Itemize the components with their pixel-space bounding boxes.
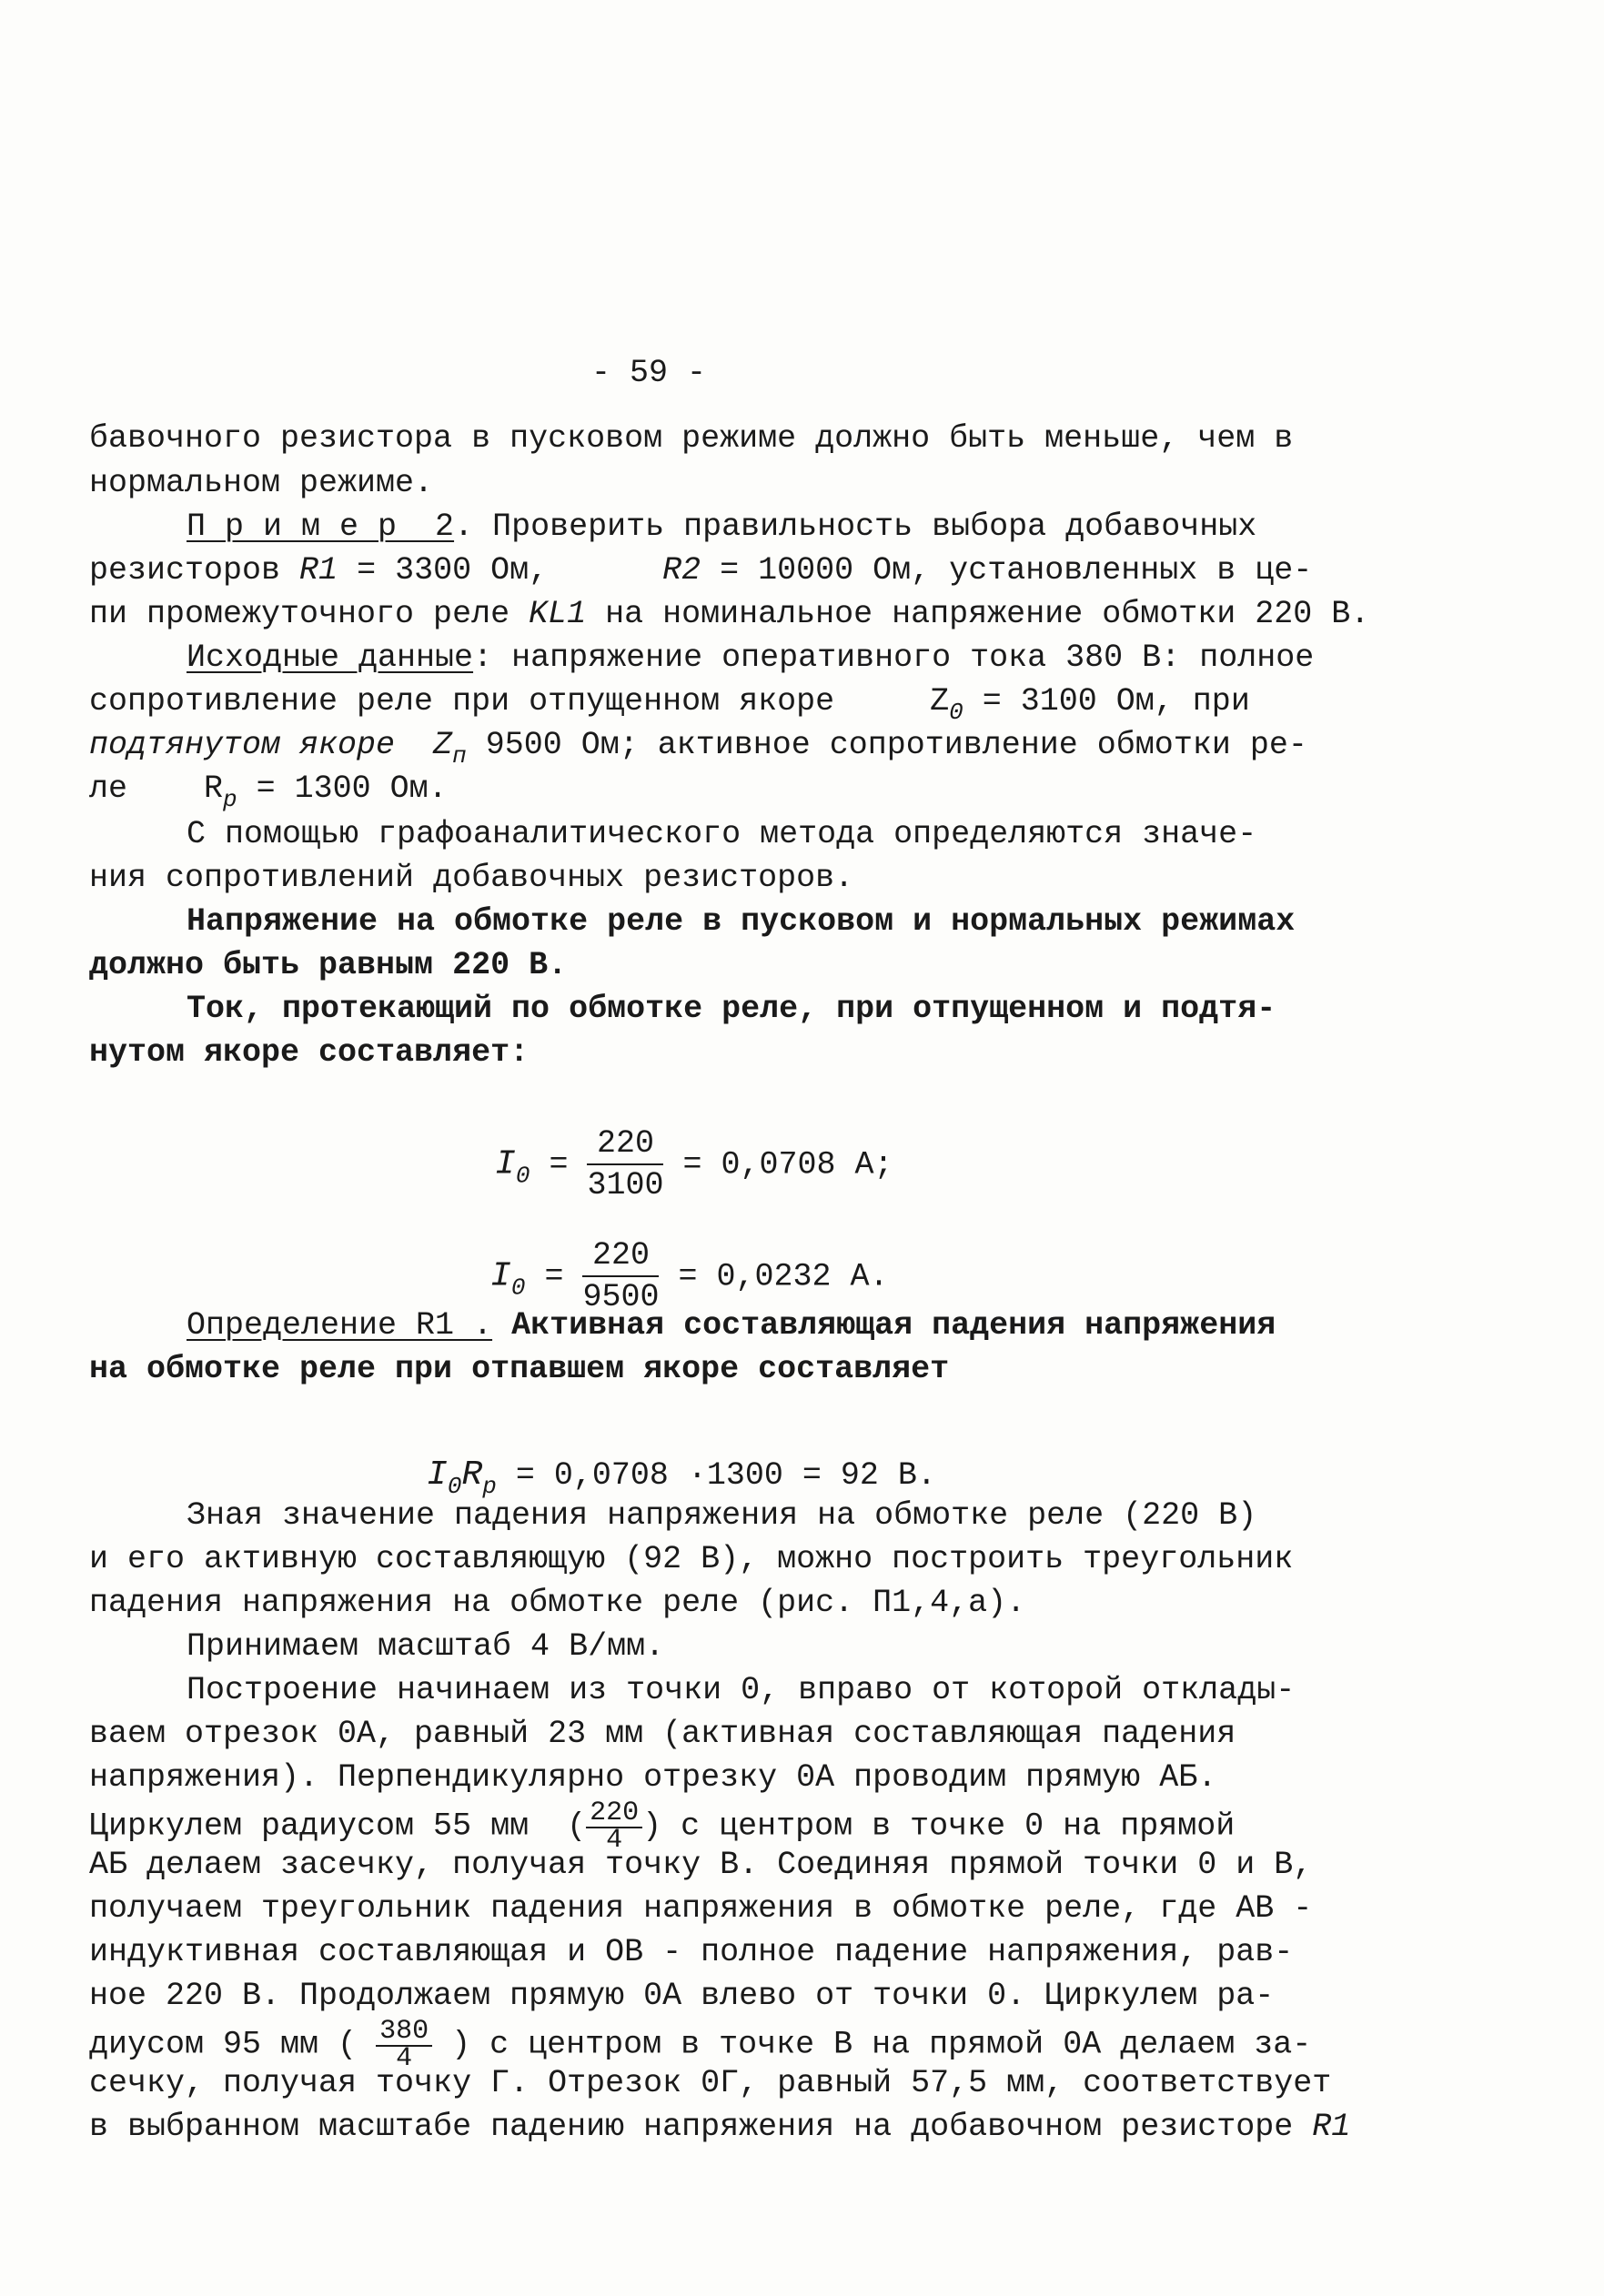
example-line bbox=[89, 592, 1581, 636]
denominator: 9500 bbox=[582, 1279, 660, 1315]
numerator: 220 bbox=[586, 1799, 642, 1828]
subscript: р bbox=[223, 786, 237, 813]
text-line: Ток, протекающий по обмотке реле, при отпущенном и подтя- bbox=[187, 991, 1276, 1027]
text-line: получаем треугольник падения напряжения в обмотке реле, где АВ - bbox=[89, 1890, 1313, 1927]
numerator: 220 bbox=[587, 1123, 663, 1165]
text-span: диусом 95 мм ( bbox=[89, 2026, 377, 2063]
given-line bbox=[187, 636, 1604, 680]
numerator: 220 bbox=[582, 1235, 659, 1277]
example-line bbox=[89, 549, 1581, 592]
text-line bbox=[89, 2105, 1581, 2149]
symbol-i: I bbox=[490, 1256, 511, 1296]
text-line: С помощью графоаналитического метода определяются значе- bbox=[187, 816, 1257, 852]
text-line: Зная значение падения напряжения на обмотке реле (220 В) bbox=[187, 1497, 1257, 1534]
subscript: 0 bbox=[510, 1274, 526, 1302]
text-line: нутом якоре составляет: bbox=[89, 1034, 530, 1071]
example-label: П р и м е р 2 bbox=[187, 509, 455, 545]
text-line: ное 220 В. Продолжаем прямую 0А влево от точки 0. Циркулем ра- bbox=[89, 1978, 1275, 2014]
text-line: индуктивная составляющая и ОВ - полное падение напряжения, рав- bbox=[89, 1934, 1294, 1970]
subscript: 0 bbox=[949, 699, 963, 726]
text-line: ваем отрезок 0А, равный 23 мм (активная составляющая падения bbox=[89, 1716, 1236, 1752]
fraction bbox=[587, 1123, 663, 1205]
definition-line: на обмотке реле при отпавшем якоре составляет bbox=[89, 1351, 950, 1387]
text-line: Построение начинаем из точки 0, вправо от которой отклады- bbox=[187, 1672, 1296, 1708]
symbol-r1: R1 bbox=[299, 552, 338, 589]
subscript: п bbox=[452, 742, 467, 770]
page-number: - 59 - bbox=[591, 355, 707, 391]
equation-result: = 0,0232 А. bbox=[659, 1258, 889, 1295]
text-line: бавочного резистора в пусковом режиме должно быть меньше, чем в bbox=[89, 420, 1294, 457]
text-span: = 10000 Ом, установленных в це- bbox=[701, 552, 1313, 589]
symbol-r2: R2 bbox=[662, 552, 701, 589]
text-span: резисторов bbox=[89, 552, 300, 589]
text-line: сечку, получая точку Г. Отрезок 0Г, равный 57,5 мм, соответствует bbox=[89, 2065, 1332, 2101]
subscript: р bbox=[482, 1473, 497, 1500]
given-label: Исходные данные bbox=[187, 639, 474, 676]
symbol-r1: R1 bbox=[1312, 2109, 1351, 2145]
text-span: = 1300 Ом. bbox=[237, 770, 448, 807]
text-line: падения напряжения на обмотке реле (рис. П1,4,а). bbox=[89, 1585, 1026, 1621]
text-span: подтянутом якоре Z bbox=[89, 727, 453, 763]
text-line: ния сопротивлений добавочных резисторов. bbox=[89, 860, 854, 896]
symbol-kl1: KL1 bbox=[529, 596, 587, 632]
text-span: : напряжение оперативного тока 380 В: полное bbox=[473, 639, 1315, 676]
text-span: на номинальное напряжение обмотки 220 В. bbox=[586, 596, 1370, 632]
definition-line bbox=[187, 1304, 1604, 1347]
text-line: Напряжение на обмотке реле в пусковом и нормальных режимах bbox=[187, 903, 1296, 940]
text-span: = 3100 Ом, при bbox=[963, 683, 1250, 720]
text-line: АБ делаем засечку, получая точку В. Соединяя прямой точки 0 и В, bbox=[89, 1847, 1313, 1883]
subscript: 0 bbox=[447, 1473, 462, 1500]
denominator: 4 bbox=[396, 2043, 413, 2074]
text-span: 9500 Ом; активное сопротивление обмотки ре- bbox=[466, 727, 1307, 763]
equals-sign: = bbox=[530, 1146, 588, 1183]
text-span: . Проверить правильность выбора добавочных bbox=[454, 509, 1257, 545]
symbol-r: R bbox=[461, 1455, 483, 1495]
symbol-i: I bbox=[427, 1455, 448, 1495]
text-span: ) с центром в точке В на прямой 0А делаем за- bbox=[432, 2026, 1312, 2063]
text-span: сопротивление реле при отпущенном якоре Z bbox=[89, 683, 950, 720]
subscript: 0 bbox=[515, 1162, 530, 1190]
equation-result: = 0,0708 А; bbox=[663, 1146, 893, 1183]
text-span: Циркулем радиусом 55 мм ( bbox=[89, 1808, 587, 1845]
equation-result: = 0,0708 ·1300 = 92 В. bbox=[496, 1457, 936, 1494]
text-span: ле R bbox=[89, 770, 224, 807]
denominator: 3100 bbox=[587, 1167, 664, 1203]
text-line: Принимаем масштаб 4 В/мм. bbox=[187, 1628, 665, 1665]
text-span: ) с центром в точке 0 на прямой bbox=[642, 1808, 1236, 1845]
text-line: и его активную составляющую (92 В), можно построить треугольник bbox=[89, 1541, 1294, 1577]
text-line: напряжения). Перпендикулярно отрезку 0А проводим прямую АБ. bbox=[89, 1759, 1217, 1796]
text-line: нормальном режиме. bbox=[89, 465, 434, 501]
numerator: 380 bbox=[376, 2018, 432, 2047]
text-span: = 3300 Ом, bbox=[338, 552, 663, 589]
denominator: 4 bbox=[606, 1825, 623, 1856]
definition-label: Определение R1 . bbox=[187, 1307, 493, 1344]
example-line bbox=[187, 505, 1604, 549]
text-line: должно быть равным 220 В. bbox=[89, 947, 568, 983]
text-span: пи промежуточного реле bbox=[89, 596, 530, 632]
text-span: Активная составляющая падения напряжения bbox=[492, 1307, 1276, 1344]
text-span: в выбранном масштабе падению напряжения на добавочном резисторе bbox=[89, 2109, 1313, 2145]
symbol-i: I bbox=[495, 1144, 516, 1184]
equals-sign: = bbox=[525, 1258, 583, 1295]
